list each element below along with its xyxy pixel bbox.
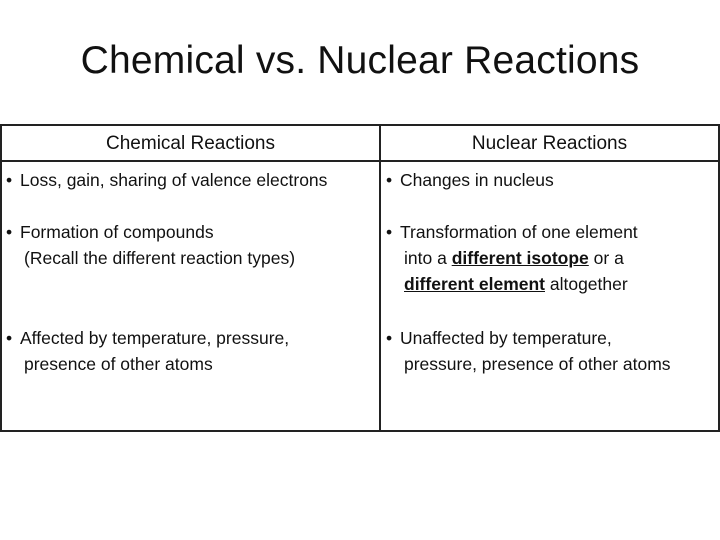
bullet-icon: • bbox=[6, 170, 13, 190]
nuclear-point-conditions: • Unaffected by temperature, pressure, presence of other atoms bbox=[386, 325, 718, 377]
chemical-point-valence: • Loss, gain, sharing of valence electrons bbox=[6, 167, 378, 193]
column-header-chemical: Chemical Reactions bbox=[106, 133, 275, 154]
nuclear-point-transformation: • Transformation of one element into a different isotope or a different element altogether bbox=[386, 219, 718, 297]
bullet-icon: • bbox=[6, 222, 13, 242]
bullet-icon: • bbox=[386, 222, 393, 242]
bullet-icon: • bbox=[6, 328, 13, 348]
emphasis-different-isotope: different isotope bbox=[451, 248, 589, 268]
chemical-point-compounds: • Formation of compounds (Recall the different reaction types) bbox=[6, 219, 378, 271]
comparison-table bbox=[0, 124, 720, 432]
column-header-nuclear: Nuclear Reactions bbox=[471, 133, 628, 154]
bullet-icon: • bbox=[386, 328, 393, 348]
chemical-point-conditions: • Affected by temperature, pressure, presence of other atoms bbox=[6, 325, 378, 377]
nuclear-point-nucleus: • Changes in nucleus bbox=[386, 167, 718, 193]
slide-title: Chemical vs. Nuclear Reactions bbox=[80, 39, 640, 82]
emphasis-different-element: different element bbox=[404, 274, 545, 294]
header-divider bbox=[2, 160, 718, 162]
bullet-icon: • bbox=[386, 170, 393, 190]
column-divider bbox=[379, 126, 381, 430]
